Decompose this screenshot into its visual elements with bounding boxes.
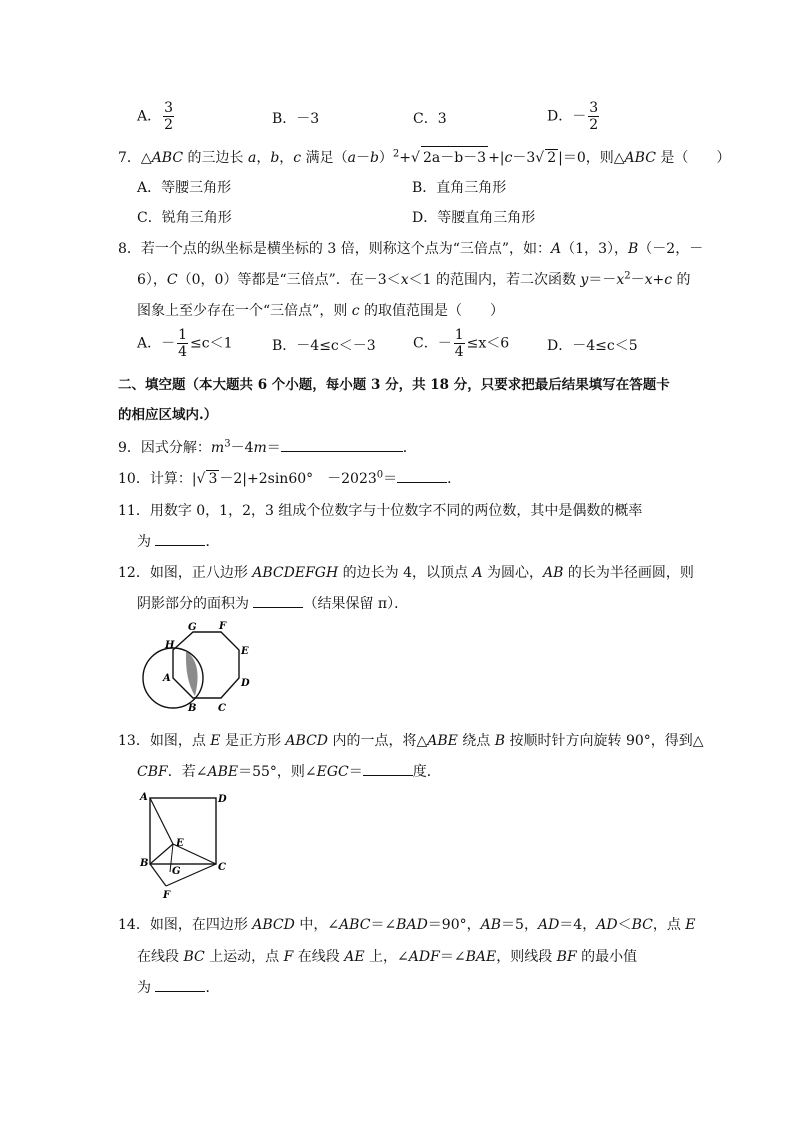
section-heading-cont: 的相应区域内.） — [118, 407, 218, 423]
label-c: C — [218, 862, 226, 873]
answer-blank[interactable] — [253, 594, 303, 608]
label-f: F — [163, 890, 171, 900]
label-d: D — [218, 794, 227, 805]
answer-blank[interactable] — [363, 762, 413, 776]
label-g: G — [172, 866, 181, 877]
q8-line2: 6），C（0，0）等都是“三倍点”．在－3＜x＜1 的范围内，若二次函数 $y=-x^2-x+c$ 的 — [137, 270, 691, 288]
answer-blank[interactable] — [155, 978, 205, 992]
q12-line1: 12．如图，正八边形 ABCDEFGH 的边长为 4，以顶点 A 为圆心，AB 的长为半径画圆，则 — [118, 565, 694, 581]
fraction: $\frac{3}{2}$ — [589, 100, 599, 133]
q8-option-c[interactable]: C．－ $\frac{1}{4}$ ≤x＜6 — [413, 327, 510, 360]
fraction: $\frac{3}{2}$ — [164, 100, 174, 133]
label-c: C — [218, 703, 226, 714]
octagon-figure — [133, 618, 258, 718]
label-a: A — [163, 673, 171, 684]
label-b: B — [140, 858, 149, 869]
label-e: E — [241, 646, 249, 657]
q8-line1: 8．若一个点的纵坐标是横坐标的 3 倍，则称这个点为“三倍点”，如：A（1，3），B（－2，－ — [118, 241, 704, 257]
q7-option-a[interactable]: A．等腰三角形 — [137, 180, 232, 196]
q12-line2: 阴影部分的面积为 （结果保留 π）． — [137, 596, 409, 612]
q14-line2: 在线段 BC 上运动，点 F 在线段 AE 上，∠ADF＝∠BAE，则线段 BF 的最小值 — [137, 949, 638, 965]
segment-bf — [150, 864, 166, 886]
q7-question: 7．△ABC 的三边长 a，b，c 满足$(a-b)^2+√$ 2a－b－3 +|c－3√ 2 |＝0，则△ABC 是（ ） — [118, 146, 730, 167]
segment-be — [150, 844, 173, 864]
q9-question: 9．因式分解：$m^3-4m=$ ． — [118, 438, 417, 456]
label-b: B — [188, 703, 197, 714]
label-f: F — [219, 621, 227, 632]
square-figure — [136, 788, 236, 900]
q7-option-b[interactable]: B．直角三角形 — [412, 180, 507, 196]
fraction: $\frac{1}{4}$ — [178, 327, 188, 360]
answer-blank[interactable] — [397, 469, 447, 483]
label-d: D — [241, 678, 250, 689]
label-a: A — [140, 792, 148, 803]
q7-option-d[interactable]: D．等腰直角三角形 — [412, 210, 536, 226]
label-e: E — [176, 838, 184, 849]
q11-line1: 11．用数字 0，1，2，3 组成个位数字与十位数字不同的两位数，其中是偶数的概率 — [118, 503, 643, 519]
q6-option-d[interactable]: D．－ $\frac{3}{2}$ — [547, 100, 599, 133]
q6-option-c[interactable]: C．3 — [413, 111, 447, 127]
q7-option-c[interactable]: C．锐角三角形 — [137, 210, 232, 226]
q8-option-d[interactable]: D．－4≤c＜5 — [547, 338, 638, 354]
q13-line1: 13．如图，点 E 是正方形 ABCD 内的一点，将△ABE 绕点 B 按顺时针方向旋转 90°，得到△ — [118, 733, 704, 749]
q8-line3: 图象上至少存在一个“三倍点”，则 c 的取值范围是（ ） — [137, 303, 505, 319]
q14-line1: 14．如图，在四边形 ABCD 中，∠ABC＝∠BAD＝90°，AB＝5，AD＝4，AD＜BC，点 E — [118, 917, 696, 933]
q6-option-b[interactable]: B．－3 — [272, 111, 320, 127]
q10-question: 10．计算：|√ 3 －2|+2sin60° $-2023^0=$ ． — [118, 469, 462, 487]
section-heading: 二、填空题（本大题共 6 个小题，每小题 3 分，共 18 分，只要求把最后结果填写在答题卡 — [118, 377, 670, 393]
segment-ae — [150, 798, 173, 844]
q11-line2: 为 ． — [137, 534, 220, 550]
q8-option-b[interactable]: B．－4≤c＜－3 — [272, 338, 376, 354]
fraction: $\frac{1}{4}$ — [454, 327, 464, 360]
q13-line2: CBF．若∠ABE＝55°，则∠EGC＝ 度． — [137, 764, 441, 780]
answer-blank[interactable] — [155, 532, 205, 546]
q8-option-a[interactable]: A．－ $\frac{1}{4}$ ≤c＜1 — [137, 327, 233, 360]
answer-blank[interactable] — [281, 438, 403, 452]
square-shape — [150, 798, 216, 864]
q6-option-a[interactable]: A． $\frac{3}{2}$ — [137, 100, 174, 133]
label-g: G — [188, 622, 197, 633]
label-h: H — [165, 640, 175, 651]
q14-line3: 为 ． — [137, 980, 220, 996]
